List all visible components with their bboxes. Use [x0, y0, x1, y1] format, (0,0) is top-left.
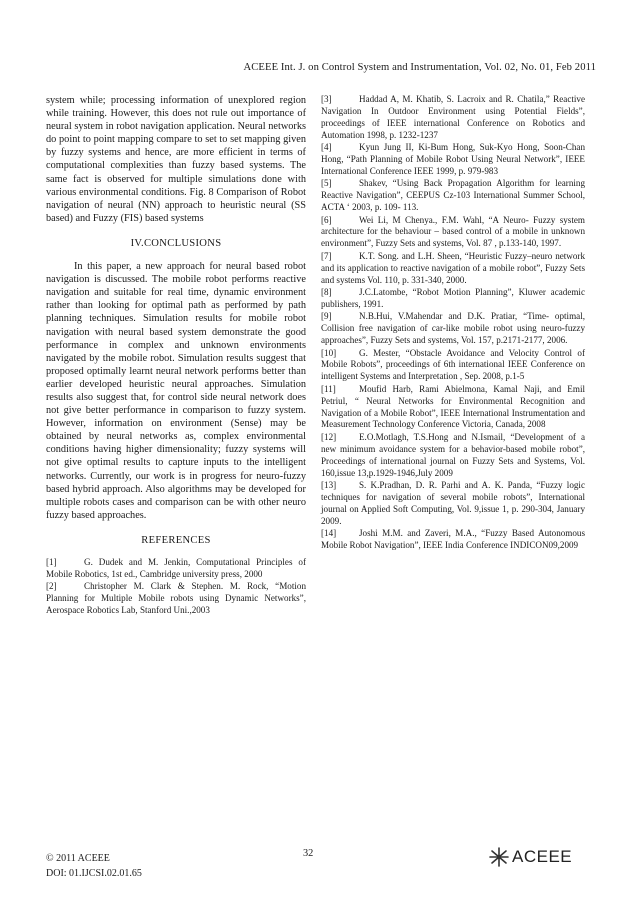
reference-list-left: [46, 557, 306, 617]
reference-item: [321, 480, 585, 528]
body-paragraph: system while; processing information of unexplored region while training. However, this does not rule out importance of neural system in robot navigation application. Neural networks do point to point mapping compare to set to set mapping given by fuzzy systems and hence, are more efficient in terms of computational complexities than fuzzy based systems. The same fact is observed for multiple simulations done with various environmental conditions. Fig. 8 Comparison of Robot navigation of neural (NN) approach to heuristic neural (SS based) and Fuzzy (FIS) based systems: [46, 95, 306, 224]
running-header: ACEEE Int. J. on Control System and Instrumentation, Vol. 02, No. 01, Feb 2011: [243, 62, 596, 73]
reference-number: [10]: [321, 347, 337, 358]
reference-text: Wei Li, M Chenya., F.M. Wahl, “A Neuro- Fuzzy system architecture for the behaviour – based control of a mobile in unknown environment”, Fuzzy Sets and systems, Vol. 87 , p.133-140, 1997.: [321, 214, 585, 249]
references-heading: REFERENCES: [141, 534, 211, 546]
reference-number: [6]: [321, 214, 332, 225]
reference-item: [321, 251, 585, 287]
conclusions-heading: IV.CONCLUSIONS: [130, 237, 222, 249]
reference-item: [321, 311, 585, 347]
reference-number: [11]: [321, 383, 336, 394]
reference-text: Christopher M. Clark & Stephen. M. Rock, “Motion Planning for Multiple Mobile robots using Dynamic Networks”, Aerospace Robotics Lab, Stanford Uni.,2003: [46, 581, 306, 616]
reference-item: [321, 94, 585, 142]
reference-item: [321, 178, 585, 214]
footer-info: [46, 851, 142, 881]
reference-number: [2]: [46, 581, 57, 592]
reference-number: [14]: [321, 528, 337, 539]
reference-text: G. Dudek and M. Jenkin, Computational Principles of Mobile Robotics, 1st ed., Cambridge university press, 2000: [46, 557, 306, 579]
aceee-star-logo-icon: [488, 847, 510, 867]
page-number: 32: [303, 848, 314, 859]
reference-text: Shakev, “Using Back Propagation Algorithm for learning Reactive Navigation”, CEEPUS Cz-103 International Summer School, ACTA ‘ 2003, p. 109- 113.: [321, 178, 585, 213]
conclusions-paragraph: In this paper, a new approach for neural based robot navigation is discussed. The mobile robot performs reactive navigation and suitable for real time, dynamic environment rather than looking for optimal path as performed by path planning techniques. Simulation results for mobile robot navigation with neural based system demonstrate the good performance in complex and unknown environments navigated by the mobile robot. Simulation results suggest that proposed optimally learnt neural network performs better than earlier developed heuristic neural approaches. Simulation results also suggest that, for control side neural network does not give better performance in comparison to fuzzy system. However, information on environment (Sense) may be obtained by neural networks as, complex environmental conditions having higher dimensionality; fuzzy systems will not give optimal results to capture inputs to the intelligent networks. Currently, our work is in progress for neuro-fuzzy based hybrid approach. Also algorithms may be developed for multiple robots cases and comparison can be with other neuro fuzzy based approaches.: [46, 261, 306, 521]
reference-text: Joshi M.M. and Zaveri, M.A., “Fuzzy Based Autonomous Mobile Robot Navigation”, IEEE India Conference INDICON09,2009: [321, 528, 585, 551]
reference-item: [46, 557, 306, 581]
reference-text: Haddad A, M. Khatib, S. Lacroix and R. Chatila,” Reactive Navigation In Outdoor Environment using Potential Fields”, proceedings of IEEE international Conference on Robotics and Automation 1998, p. 1232-1237: [321, 94, 585, 140]
right-column: [321, 94, 585, 552]
reference-number: [1]: [46, 557, 57, 567]
reference-number: [9]: [321, 311, 332, 322]
doi-text: DOI: 01.IJCSI.02.01.65: [46, 868, 142, 879]
reference-item: [321, 215, 585, 251]
reference-number: [8]: [321, 287, 332, 297]
reference-item: [321, 528, 585, 552]
reference-text: E.O.Motlagh, T.S.Hong and N.Ismail, “Development of a new minimum avoidance system for a behavior-based mobile robot”, Proceedings of international journal on Fuzzy Sets and Systems, Vol. 160,issue 13,p.1929-1946,July 2009: [321, 431, 585, 478]
reference-number: [3]: [321, 94, 332, 104]
reference-text: Kyun Jung II, Ki-Bum Hong, Suk-Kyo Hong, Soon-Chan Hong, “Path Planning of Mobile Robot Using Neural Network”, IEEE International Conference IEEE 1999, p. 979-983: [321, 142, 585, 176]
reference-text: Moufid Harb, Rami Abielmona, Kamal Naji, and Emil Petriul, “ Neural Networks for Environmental Recognition and Navigation of a Mobile Robot”, IEEE International Instrumentation and Measurement Technology Conference Victoria, Canada, 2008: [321, 383, 585, 430]
left-column: [46, 94, 306, 618]
aceee-logo: [488, 846, 572, 868]
reference-item: [321, 142, 585, 178]
copyright-text: © 2011 ACEEE: [46, 853, 110, 864]
reference-item: [46, 581, 306, 617]
reference-list-right: [321, 94, 585, 552]
reference-text: S. K.Pradhan, D. R. Parhi and A. K. Panda, “Fuzzy logic techniques for navigation of several mobile robots”, International journal on Applied Soft Computing, Vol. 9,issue 1, p. 290-304, January 2009.: [321, 480, 585, 526]
reference-number: [5]: [321, 178, 332, 189]
logo-text: ACEEE: [512, 847, 573, 866]
reference-item: [321, 348, 585, 384]
reference-item: [321, 384, 585, 432]
reference-text: K.T. Song. and L.H. Sheen, “Heuristic Fuzzy–neuro network and its application to reactive navigation of a mobile robot”, Fuzzy Sets and systems Vol. 110, p. 331-340, 2000.: [321, 250, 585, 285]
reference-number: [13]: [321, 480, 337, 490]
reference-number: [4]: [321, 142, 332, 153]
reference-text: J.C.Latombe, “Robot Motion Planning”, Kluwer academic publishers, 1991.: [321, 287, 585, 309]
reference-number: [12]: [321, 431, 337, 442]
reference-item: [321, 432, 585, 480]
reference-item: [321, 287, 585, 311]
reference-number: [7]: [321, 250, 332, 261]
reference-text: N.B.Hui, V.Mahendar and D.K. Pratiar, “Time- optimal, Collision free navigation of car-like mobile robot using neuro-fuzzy approaches”, Fuzzy Sets and systems, Vol. 157, p.2171-2177, 2006.: [321, 311, 585, 346]
reference-text: G. Mester, “Obstacle Avoidance and Velocity Control of Mobile Robots”, proceedings of 6th international IEEE Conference on intelligent Systems and Interpretation , Sep. 2008, p.1-5: [321, 347, 585, 382]
